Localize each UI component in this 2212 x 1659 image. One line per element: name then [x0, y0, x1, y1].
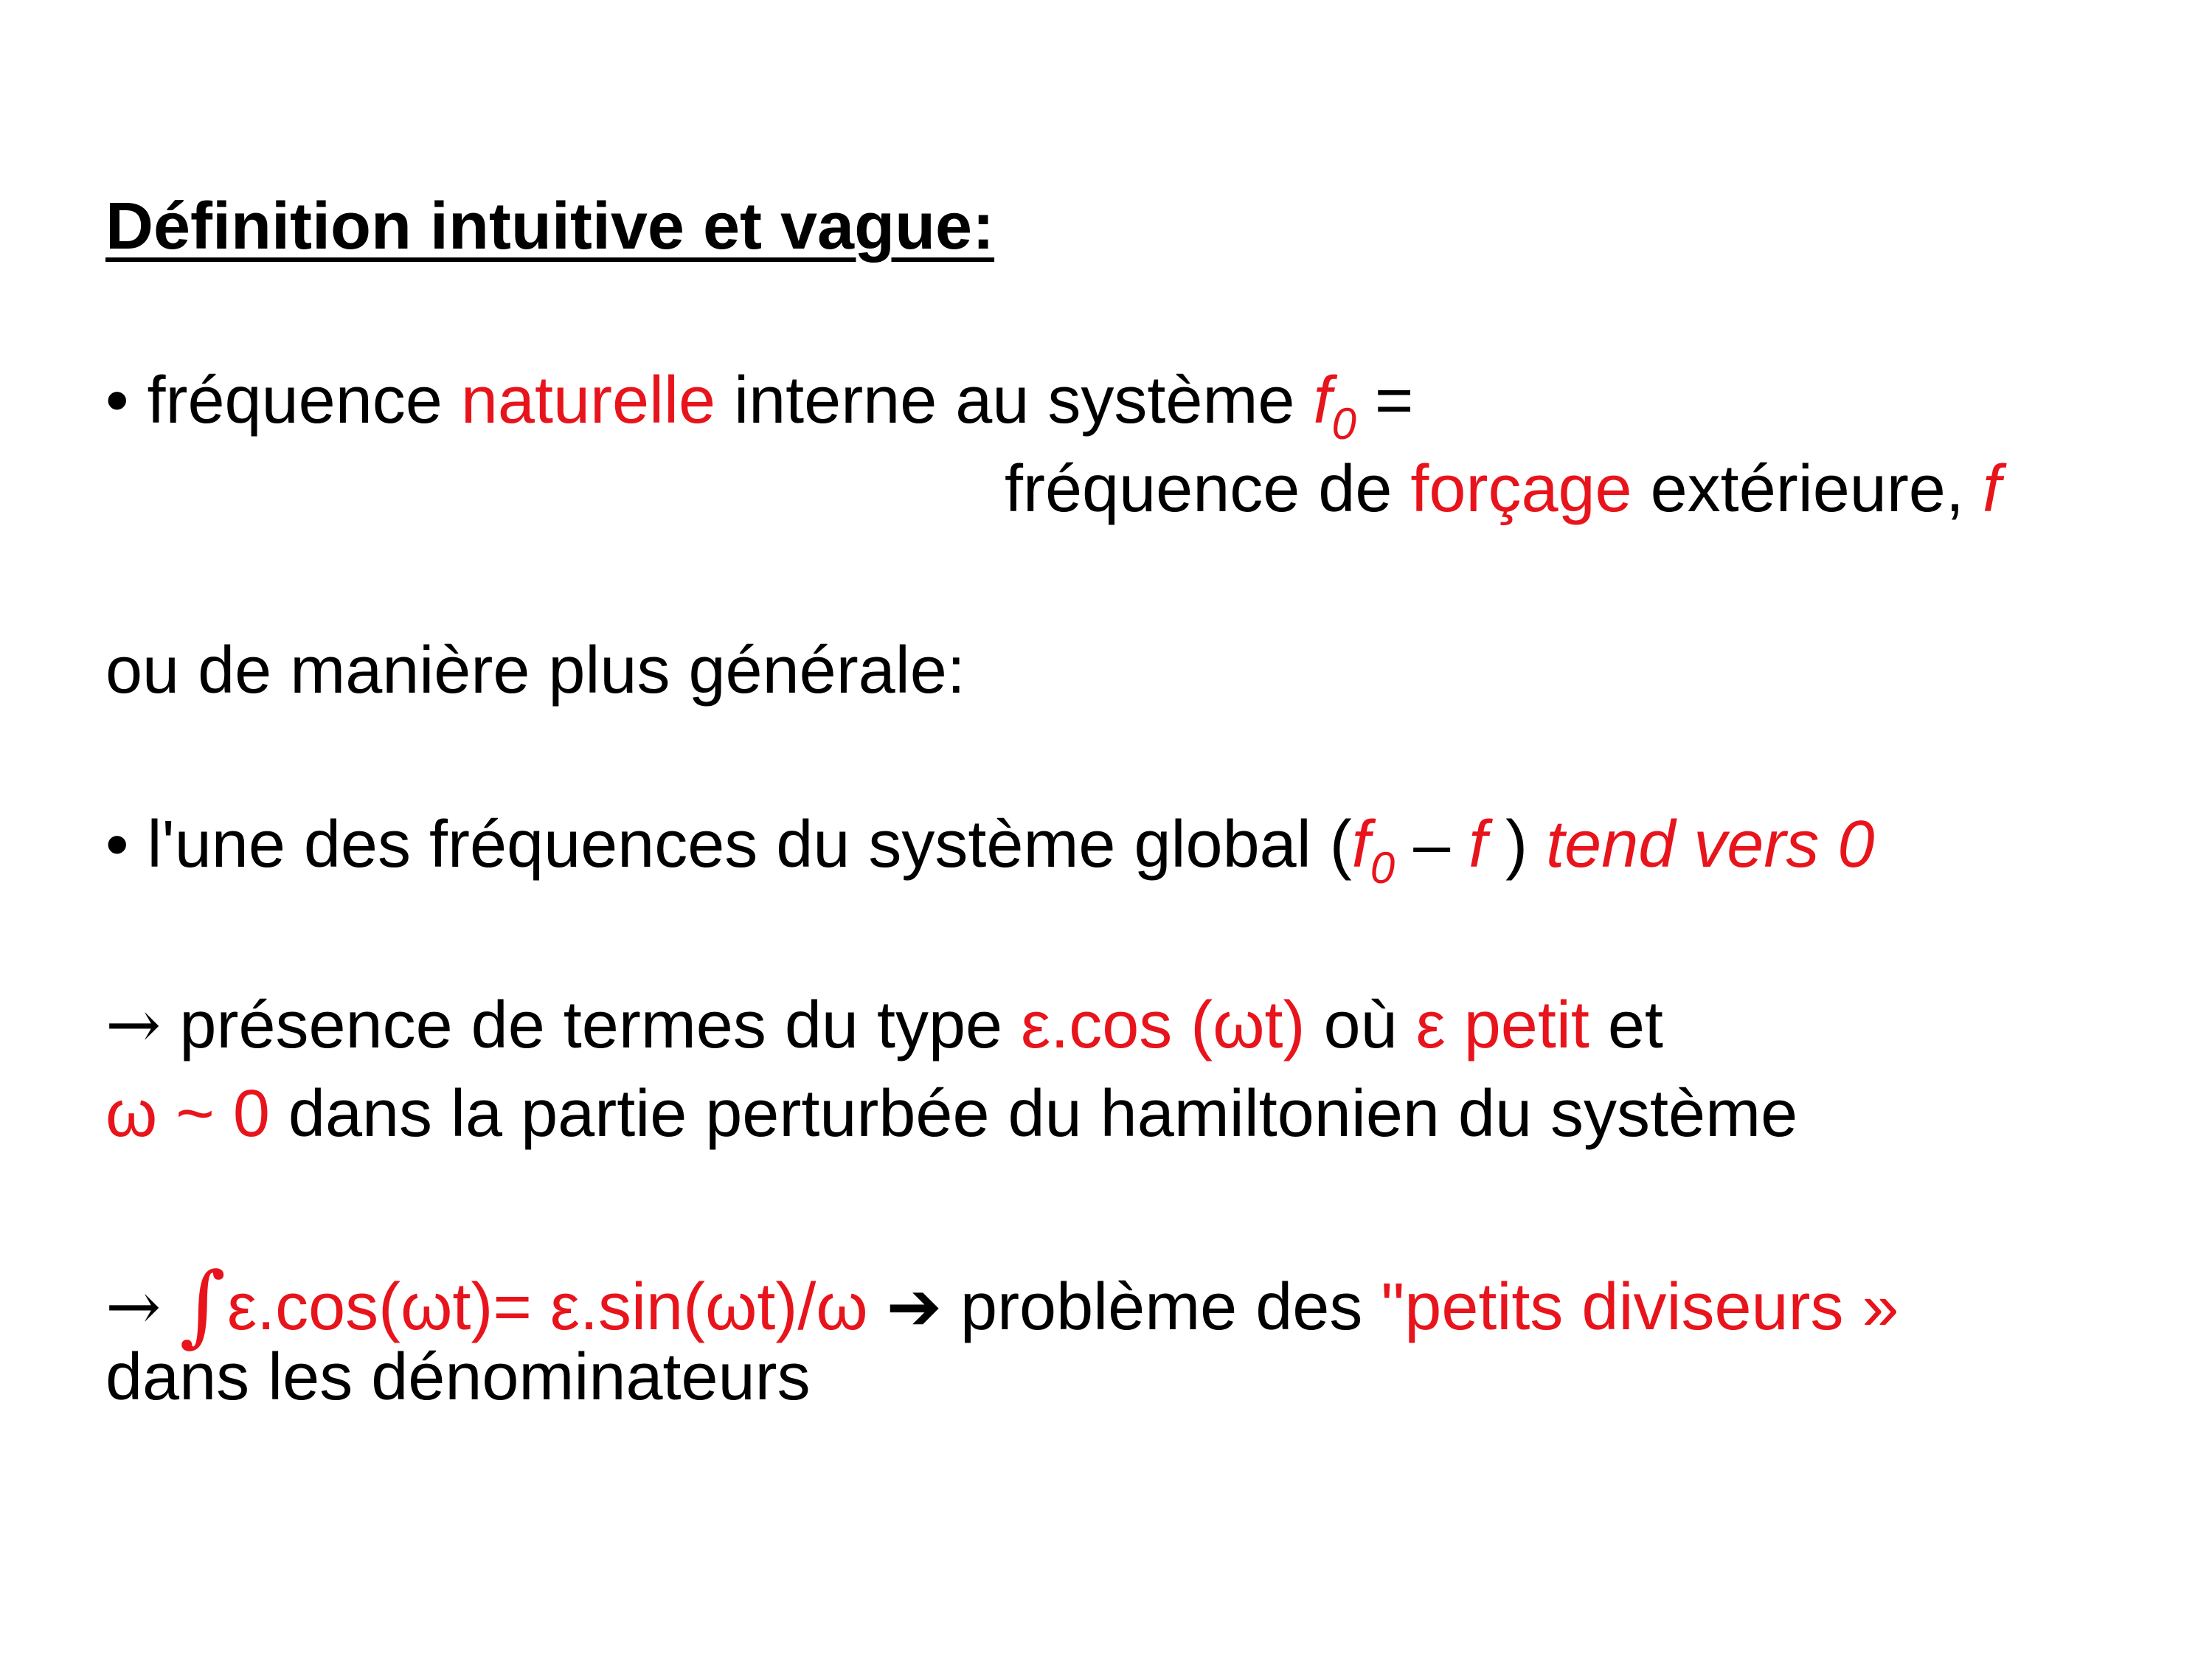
symbol-f: f: [1982, 452, 2001, 526]
line-presence-terms: [105, 986, 1663, 1064]
equals-sign: =: [1356, 364, 1414, 437]
close-paren: ): [1487, 808, 1547, 882]
line-global-frequency: [105, 808, 1875, 893]
term-eps-cos: ε.cos (ωt): [1021, 988, 1306, 1062]
symbol-f: f: [1313, 364, 1332, 437]
symbol-f: f: [1351, 808, 1370, 882]
bullet: •: [105, 364, 129, 437]
integral-expression: ε.cos(ωt)= ε.sin(ωt)/ω: [226, 1270, 868, 1344]
text: et: [1589, 988, 1663, 1062]
petits-diviseurs: "petits diviseurs »: [1381, 1270, 1899, 1344]
line-general: ou de manière plus générale:: [105, 634, 965, 707]
text: présence de termes du type: [161, 988, 1022, 1062]
text: extérieure,: [1632, 452, 1983, 526]
tend-vers-0: tend vers 0: [1546, 808, 1875, 882]
line-forcing-frequency: [1005, 452, 2001, 526]
word-naturelle: naturelle: [460, 364, 716, 437]
symbol-f: f: [1469, 808, 1488, 882]
text: problème des: [960, 1270, 1381, 1344]
line-natural-frequency: [105, 364, 1414, 448]
subscript-0: 0: [1370, 843, 1395, 893]
bullet: •: [105, 808, 129, 882]
text: interne au système: [715, 364, 1314, 437]
integral-icon: ∫: [179, 1254, 226, 1357]
text: fréquence de: [1005, 452, 1411, 526]
arrow-icon: →: [105, 986, 162, 1064]
line-denominators: dans les dénominateurs: [105, 1340, 811, 1414]
text: dans la partie perturbée du hamiltonien du système: [269, 1077, 1798, 1151]
subscript-0: 0: [1331, 399, 1356, 448]
eps-petit: ε petit: [1415, 988, 1589, 1062]
line-integral: [105, 1254, 1899, 1357]
text: l'une des fréquences du système global (: [147, 808, 1352, 882]
word-forcage: forçage: [1410, 452, 1632, 526]
line-omega-zero: [105, 1077, 1798, 1151]
slide-heading: Définition intuitive et vague:: [105, 190, 995, 263]
bold-arrow-icon: ➔: [867, 1270, 961, 1344]
text: où: [1305, 988, 1416, 1062]
arrow-icon: →: [105, 1268, 162, 1345]
text: fréquence: [147, 364, 461, 437]
minus-sign: –: [1395, 808, 1469, 882]
omega-approx-zero: ω ~ 0: [105, 1077, 270, 1151]
